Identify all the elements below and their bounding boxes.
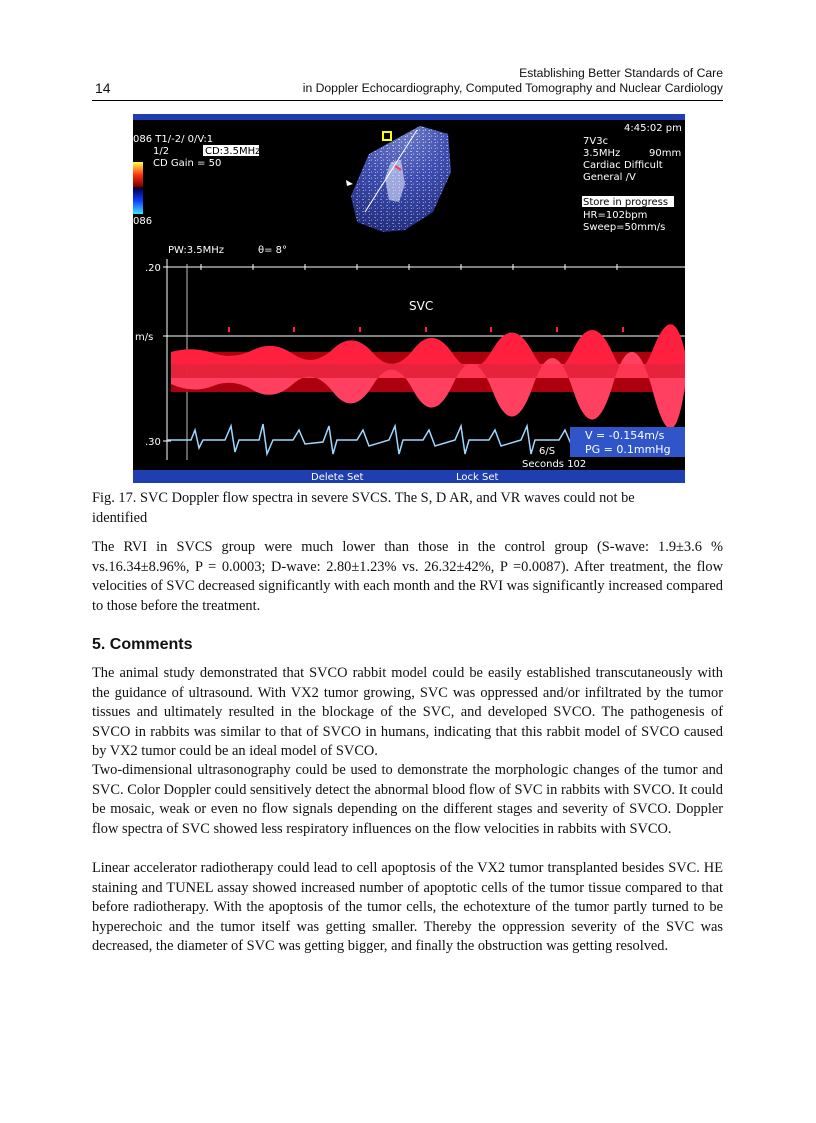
paragraph-radiotherapy: Linear accelerator radiotherapy could lead to cell apoptosis of the VX2 tumor transplanted besides SVC. HE staining and TUNEL assay showed increased number of apoptotic cells of the tumor tissue compared to that before radiotherapy. With the apoptosis of the tumor cells, the echotexture of the tumor partly turned to be hyperechoic and the tumor itself was getting smaller. Thereby the oppression severity of the SVC was decreased, the diameter of SVC was getting bigger, and finally the obstruction was getting resolved. [92, 860, 723, 954]
cd-gain-text: CD Gain = 50 [153, 158, 222, 169]
speed-label: 6/S [539, 446, 556, 457]
overlay-line1: 086 T1/-2/ 0/V:1 [133, 134, 214, 145]
page-number: 14 [95, 80, 111, 96]
paragraph-rvi: The RVI in SVCS group were much lower than those in the control group (S-wave: 1.9±3.6 % vs.16.34±8.96%, P = 0.0003; D-wave: 2.80±1.23% vs. 26.32±42%, P =0.0087). After treatment, the flow velocities of SVC decreased significantly with each month and the RVI was significantly increased compared to those before the treatment. [92, 539, 723, 614]
axis-top-label: .20 [145, 263, 161, 274]
doppler-figure [133, 114, 685, 483]
store-text: Store in progress [583, 197, 669, 208]
heart-rate-label: HR=102bpm [583, 210, 648, 221]
page-header [92, 66, 723, 100]
caption-line2: identified [92, 509, 148, 526]
ultrasound-sector [346, 126, 451, 232]
frequency-label: 3.5MHz [583, 148, 621, 159]
paragraph-animal-study: The animal study demonstrated that SVCO rabbit model could be easily established transcutaneously with the guidance of ultrasound. With VX2 tumor growing, SVC was oppressed and/or infiltrated by the tumor tissues and ultimately resulted in the blockage of the SVC, and developed SVCO. The pathogenesis of SVCO in rabbits was similar to that of SVCO in humans, indicating that this rabbit model of SVCO caused by VX2 tumor could be an ideal model of SVCO. [92, 665, 723, 759]
sweep-label: Sweep=50mm/s [583, 222, 666, 233]
pw-label: PW:3.5MHz [168, 245, 225, 256]
running-title-line2: in Doppler Echocardiography, Computed Tomography and Nuclear Cardiology [302, 81, 723, 95]
axis-unit-label: m/s [135, 332, 154, 343]
header-rule [92, 100, 723, 101]
axis-bottom-label: .30 [145, 437, 161, 448]
gradient-readout: PG = 0.1mmHg [585, 443, 671, 456]
doppler-image [133, 114, 685, 483]
figure-caption [92, 489, 723, 528]
doppler-spectrum [171, 324, 685, 428]
vessel-label: SVC [409, 299, 434, 313]
velocity-readout: V = -0.154m/s [585, 429, 665, 442]
section-heading: 5. Comments [92, 636, 193, 653]
delete-set-button: Delete Set [311, 472, 364, 483]
preset-line2: General /V [583, 172, 636, 183]
angle-label: θ= 8° [258, 245, 288, 256]
color-scale-bar [133, 162, 143, 214]
probe-label: 7V3c [583, 136, 609, 147]
overlay-line2: 1/2 [153, 146, 170, 157]
seconds-label: Seconds 102 [522, 459, 587, 470]
depth-label: 90mm [649, 148, 682, 159]
running-title [303, 66, 723, 96]
caption-line1: Fig. 17. SVC Doppler flow spectra in severe SVCS. The S, D AR, and VR waves could not be [92, 490, 635, 506]
lock-set-button: Lock Set [456, 472, 499, 483]
scale-label: 086 [133, 216, 153, 227]
running-title-line1: Establishing Better Standards of Care [519, 66, 723, 80]
paragraph-ultrasonography: Two-dimensional ultrasonography could be used to demonstrate the morphologic changes of the tumor and SVC. Color Doppler could sensitively detect the abnormal blood flow of SVC in rabbits with SVCO. It could be mosaic, weak or even no flow signals depending on the different stages and severity of SVCO. Doppler flow spectra of SVC showed less respiratory influences on the flow velocities in rabbits with SVCO. [92, 762, 723, 837]
preset-line1: Cardiac Difficult [583, 160, 663, 171]
cd-box-text: CD:3.5MHz [205, 146, 261, 157]
time-readout: 4:45:02 pm [624, 123, 682, 134]
softkey-strip [133, 470, 685, 483]
